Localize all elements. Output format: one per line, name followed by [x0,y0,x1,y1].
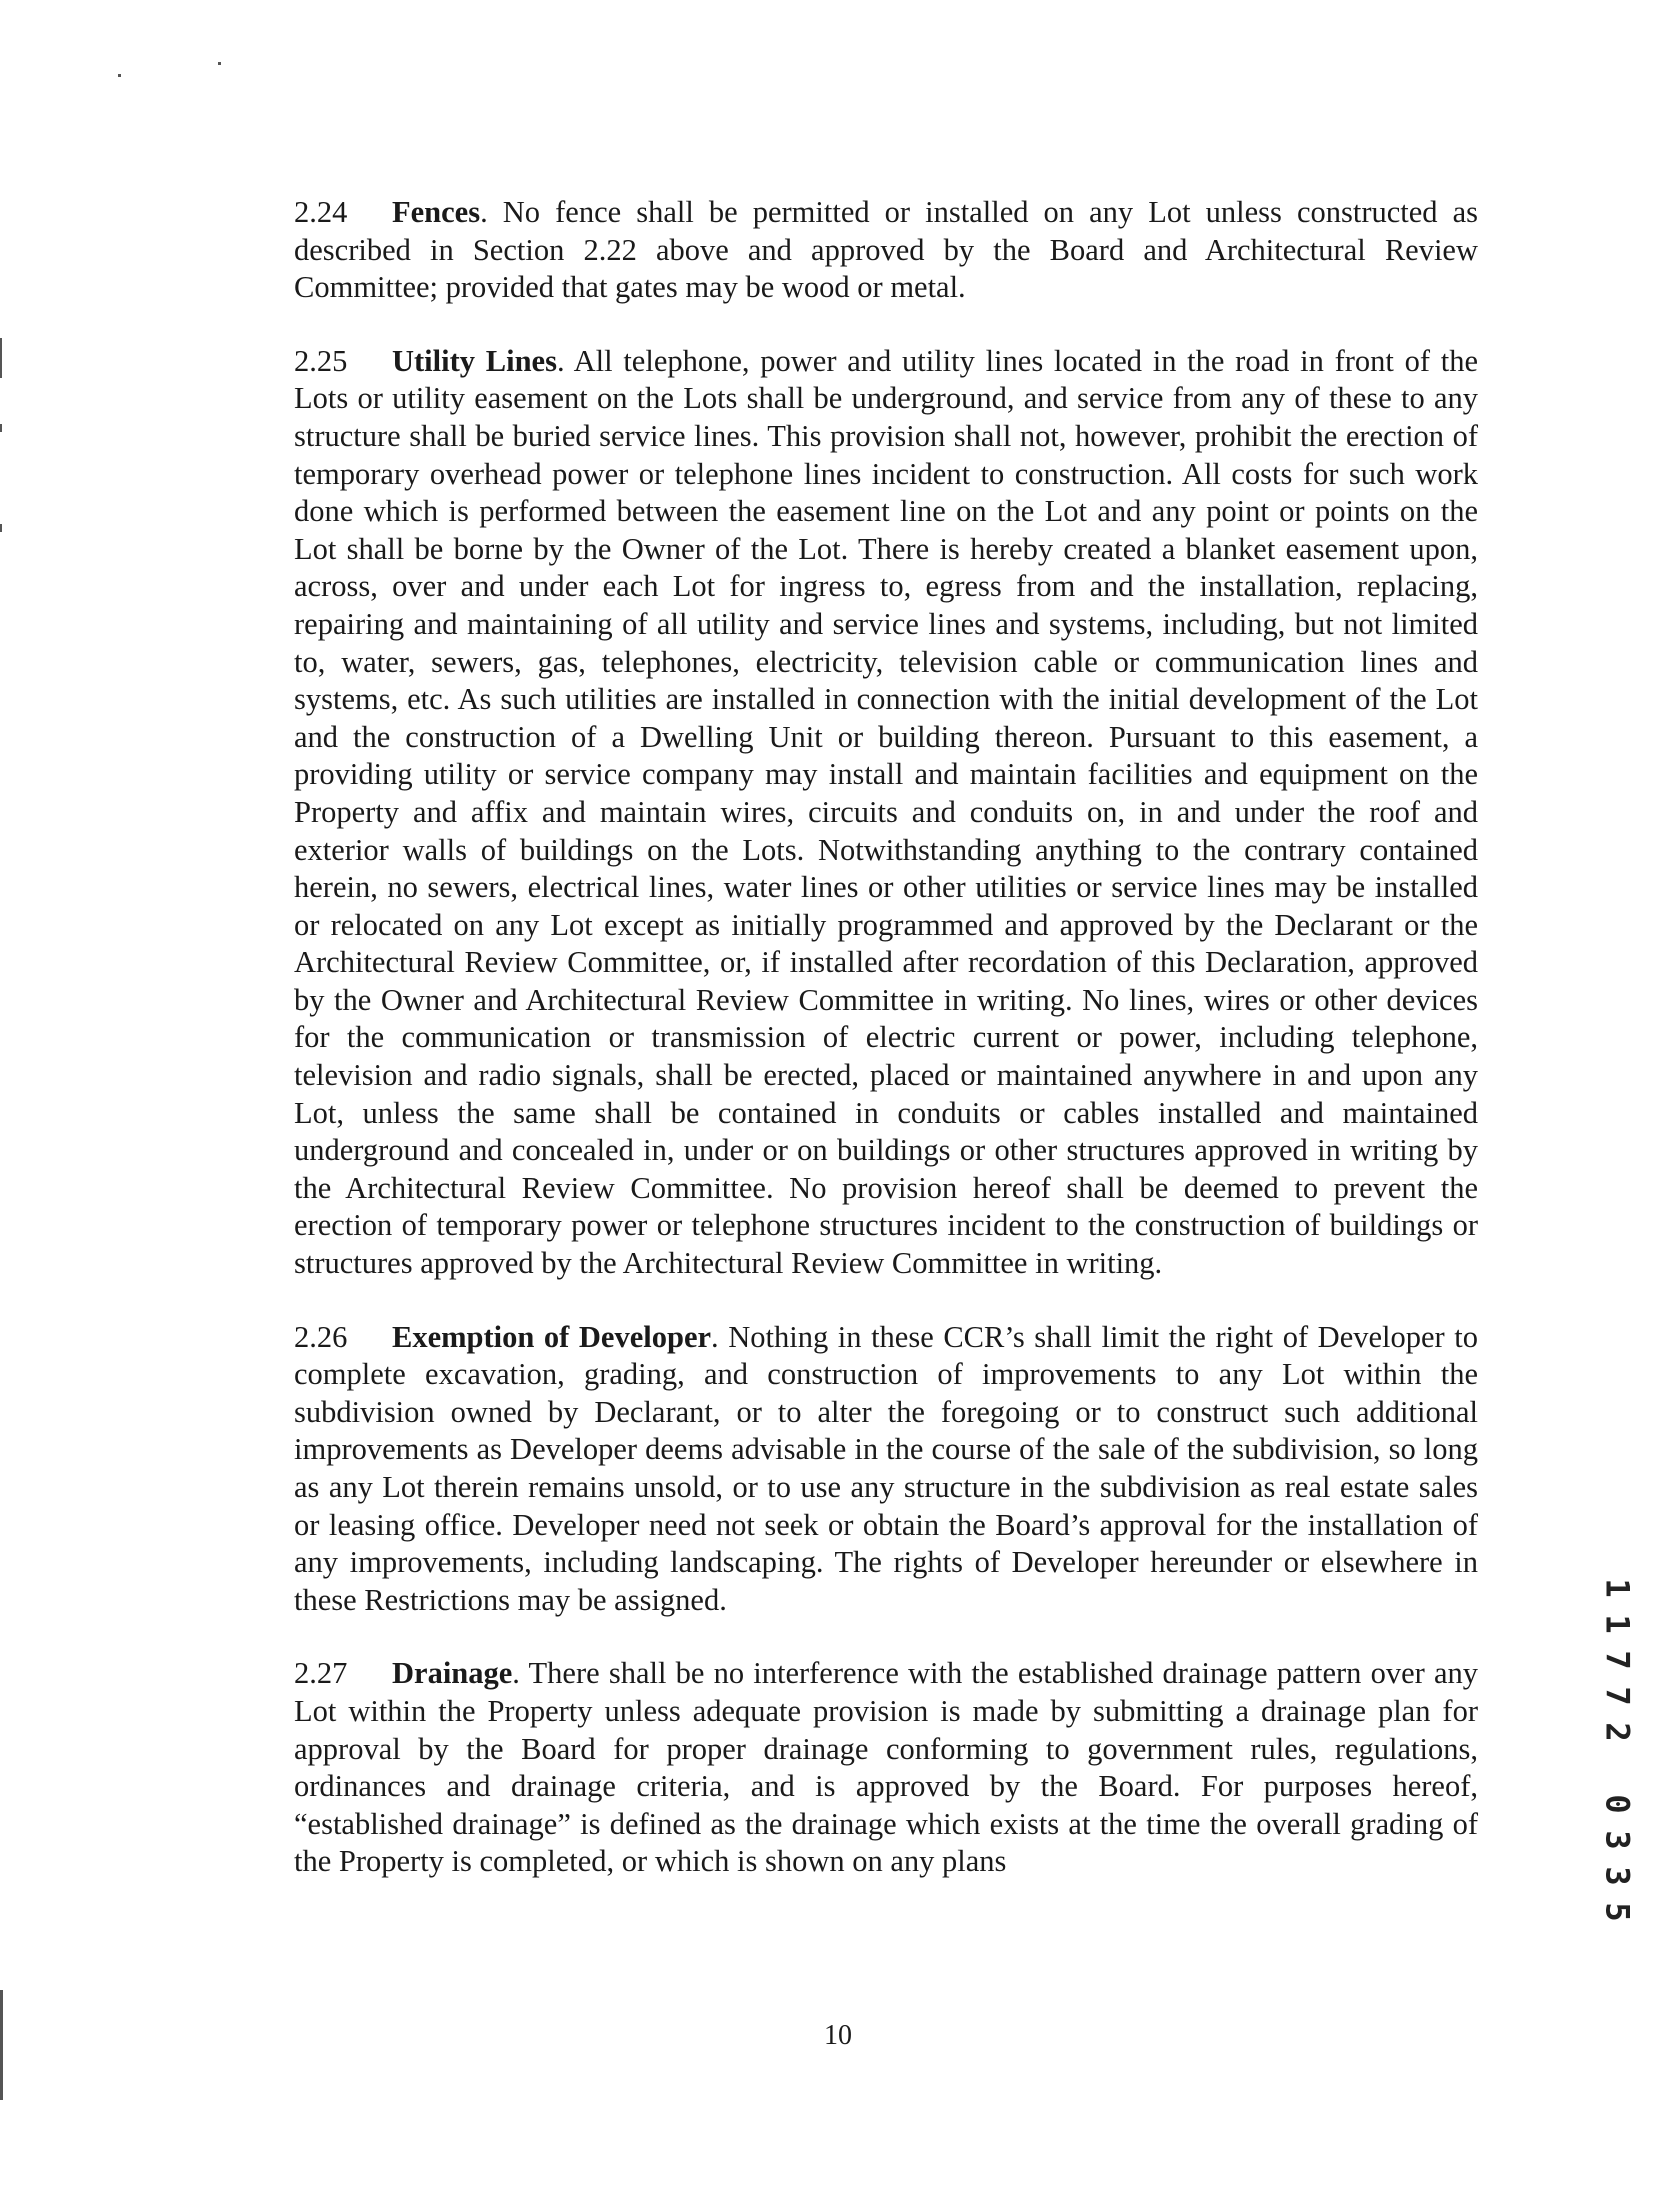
section-text: All telephone, power and utility lines located in the road in front of the Lots or utility easement on the Lots shall be underground, and service from any of these to any structure shall be buried service lines. This provision shall not, however, prohibit the erection of temporary overhead power or telephone lines incident to construction. All costs for such work done which is performed between the easement line on the Lot and any point or points on the Lot shall be borne by the Owner of the Lot. There is hereby created a blanket easement upon, across, over and under each Lot for ingress to, egress from and the installation, replacing, repairing and maintaining of all utility and service lines and systems, including, but not limited to, water, sewers, gas, telephones, electricity, television cable or communication lines and systems, etc. As such utilities are installed in connection with the initial development of the Lot and the construction of a Dwelling Unit or building thereon. Pursuant to this easement, a providing utility or service company may install and maintain facilities and equipment on the Property and affix and maintain wires, circuits and conduits on, in and under the roof and exterior walls of buildings on the Lots. Notwithstanding anything to the contrary contained herein, no sewers, electrical lines, water lines or other utilities or service lines may be installed or relocated on any Lot except as initially programmed and approved by the Declarant or the Architectural Review Committee, or, if installed after recordation of this Declaration, approved by the Owner and Architectural Review Committee in writing. No lines, wires or other devices for the communication or transmission of electric current or power, including telephone, television and radio signals, shall be erected, placed or maintained anywhere in and upon any Lot, unless the same shall be contained in conduits or cables installed and maintained underground and concealed in, under or on buildings or other structures approved in writing by the Architectural Review Committee. No provision hereof shall be deemed to prevent the erection of temporary power or telephone structures incident to the construction of buildings or structures approved by the Architectural Review Committee in writing. [294,343,1478,1281]
stamp-char: 5 [1598,1902,1637,1922]
stamp-char: 3 [1598,1866,1637,1886]
stamp-char: 3 [1598,1830,1637,1850]
section-heading: Fences [392,195,481,229]
stamp-char: 0 [1598,1794,1637,1814]
stamp-char: 7 [1598,1686,1637,1706]
document-body [294,194,1478,1917]
section-number: 2.25 [294,343,348,378]
section-2-26: 2.26 Exemption of Developer. Nothing in these CCR’s shall limit the right of Developer to complete excavation, grading, and construction of improvements to any Lot within the subdivision owned by Declarant, or to alter the foregoing or to construct such additional improvements as Developer deems advisable in the course of the sale of the subdivision, so long as any Lot therein remains unsold, or to use any structure in the subdivision as real estate sales or leasing office. Developer need not seek or obtain the Board’s approval for the installation of any improvements, including landscaping. The rights of Developer hereunder or elsewhere in these Restrictions may be assigned. [294,1319,1478,1617]
page-number: 10 [824,2020,852,2051]
section-heading: Utility Lines [392,343,557,378]
section-heading: Drainage [392,1656,513,1691]
scan-edge-mark [0,524,2,532]
scan-speck [118,74,121,77]
scan-speck [218,62,221,65]
margin-stamp [1598,1570,1638,1922]
section-heading: Exemption of Developer [392,1319,712,1354]
section-2-27: 2.27 Drainage. There shall be no interference with the established drainage pattern over any Lot within the Property unless adequate provision is made by submitting a drainage plan for approval by the Board for proper drainage conforming to government rules, regulations, ordinances and drainage criteria, and is approved by the Board. For purposes hereof, “established drainage” is defined as the drainage which exists at the time the overall grading of the Property is completed, or which is shown on any plans [294,1656,1478,1879]
section-number: 2.27 [294,1656,348,1691]
scan-edge-mark [0,424,2,432]
section-2-24: 2.24 Fences. No fence shall be permitted or installed on any Lot unless constructed as described in Section 2.22 above and approved by the Board and Architectural Review Committee; provided that gates may be wood or metal. [294,195,1479,305]
stamp-char: 2 [1598,1722,1637,1742]
scan-edge-mark [0,338,2,378]
section-text: There shall be no interference with the established drainage pattern over any Lot within the Property unless adequate provision is made by submitting a drainage plan for approval by the Board for proper drainage conforming to government rules, regulations, ordinances and drainage criteria, and is approved by the Board. For purposes hereof, “established drainage” is defined as the drainage which exists at the time the overall grading of the Property is completed, or which is shown on any plans [294,1656,1478,1879]
section-text: No fence shall be permitted or installed on any Lot unless constructed as described in Section 2.22 above and approved by the Board and Architectural Review Committee; provided that gates may be wood or metal. [294,195,1479,305]
section-number: 2.26 [294,1319,348,1354]
section-2-25: 2.25 Utility Lines. All telephone, power and utility lines located in the road in front of the Lots or utility easement on the Lots shall be underground, and service from any of these to any structure shall be buried service lines. This provision shall not, however, prohibit the erection of temporary overhead power or telephone lines incident to construction. All costs for such work done which is performed between the easement line on the Lot and any point or points on the Lot shall be borne by the Owner of the Lot. There is hereby created a blanket easement upon, across, over and under each Lot for ingress to, egress from and the installation, replacing, repairing and maintaining of all utility and service lines and systems, including, but not limited to, water, sewers, gas, telephones, electricity, television cable or communication lines and systems, etc. As such utilities are installed in connection with the initial development of the Lot and the construction of a Dwelling Unit or building thereon. Pursuant to this easement, a providing utility or service company may install and maintain facilities and equipment on the Property and affix and maintain wires, circuits and conduits on, in and under the roof and exterior walls of buildings on the Lots. Notwithstanding anything to the contrary contained herein, no sewers, electrical lines, water lines or other utilities or service lines may be installed or relocated on any Lot except as initially programmed and approved by the Declarant or the Architectural Review Committee, or, if installed after recordation of this Declaration, approved by the Owner and Architectural Review Committee in writing. No lines, wires or other devices for the communication or transmission of electric current or power, including telephone, television and radio signals, shall be erected, placed or maintained anywhere in and upon any Lot, unless the same shall be contained in conduits or cables installed and maintained underground and concealed in, under or on buildings or other structures approved in writing by the Architectural Review Committee. No provision hereof shall be deemed to prevent the erection of temporary power or telephone structures incident to the construction of buildings or structures approved by the Architectural Review Committee in writing. [294,343,1478,1281]
stamp-char: 7 [1598,1650,1637,1670]
stamp-char: 1 [1598,1578,1637,1598]
stamp-char: 1 [1598,1614,1637,1634]
section-text: Nothing in these CCR’s shall limit the right of Developer to complete excavation, grading, and construction of improvements to any Lot within the subdivision owned by Declarant, or to alter the foregoing or to construct such additional improvements as Developer deems advisable in the course of the sale of the subdivision, so long as any Lot therein remains unsold, or to use any structure in the subdivision as real estate sales or leasing office. Developer need not seek or obtain the Board’s approval for the installation of any improvements, including landscaping. The rights of Developer hereunder or elsewhere in these Restrictions may be assigned. [294,1319,1478,1617]
section-number: 2.24 [294,195,348,229]
